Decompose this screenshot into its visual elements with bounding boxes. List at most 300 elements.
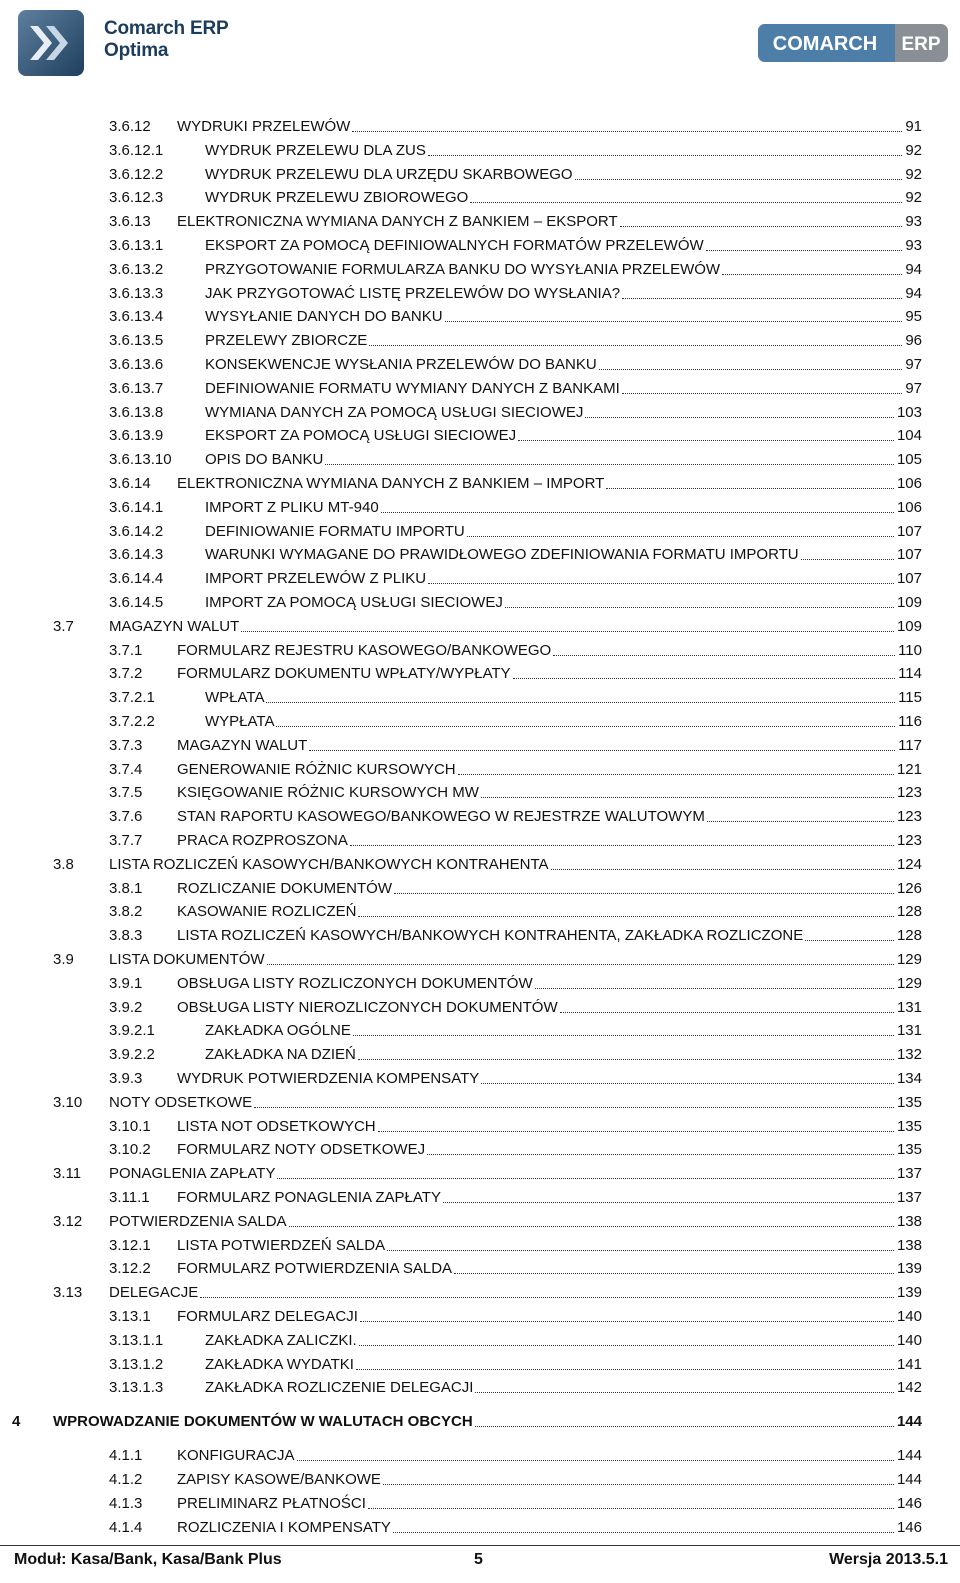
toc-entry-page: 97	[905, 356, 922, 373]
toc-entry-page: 131	[896, 1022, 922, 1040]
toc-entry[interactable]	[109, 1065, 922, 1089]
toc-entry[interactable]	[109, 1136, 922, 1160]
toc-entry[interactable]	[109, 779, 922, 803]
toc-entry-page: 106	[896, 498, 922, 516]
toc-dot-leader	[378, 1130, 894, 1132]
toc-entry-number: 3.7.2.1	[109, 689, 155, 707]
toc-entry-title: KSIĘGOWANIE RÓŻNIC KURSOWYCH MW	[177, 784, 479, 802]
toc-entry[interactable]	[109, 994, 922, 1018]
toc-entry[interactable]	[53, 851, 922, 875]
toc-entry-title: ZAKŁADKA ZALICZKI.	[205, 1331, 357, 1349]
brand-line1: Comarch ERP	[104, 18, 229, 39]
toc-entry-number: 3.6.13.2	[109, 260, 164, 278]
toc-entry-title: WYMIANA DANYCH ZA POMOCĄ USŁUGI SIECIOWEJ	[205, 403, 584, 421]
toc-dot-leader	[707, 820, 894, 822]
toc-entry-number: 3.8.2	[109, 903, 143, 921]
toc-entry-title: KASOWANIE ROZLICZEŃ	[177, 903, 357, 921]
toc-dot-leader	[241, 630, 894, 632]
brand-name	[104, 18, 229, 62]
toc-entry[interactable]	[109, 1490, 922, 1514]
toc-entry-number: 3.12.2	[109, 1260, 151, 1278]
toc-entry-title: FORMULARZ REJESTRU KASOWEGO/BANKOWEGO	[177, 641, 552, 659]
toc-entry[interactable]	[109, 494, 922, 518]
toc-entry-page: 139	[896, 1284, 922, 1302]
toc-entry-number: 3.6.14	[109, 475, 151, 492]
toc-entry[interactable]	[109, 589, 922, 613]
toc-entry-number: 3.13.1	[109, 1308, 151, 1325]
brand-line2: Optima	[104, 40, 169, 61]
toc-dot-leader	[428, 154, 902, 156]
toc-dot-leader	[353, 1034, 894, 1036]
toc-entry[interactable]	[53, 946, 922, 970]
toc-dot-leader	[427, 1153, 894, 1155]
toc-entry-title: PRZYGOTOWANIE FORMULARZA BANKU DO WYSYŁANIA PRZELEWÓW	[205, 260, 721, 278]
toc-entry[interactable]	[109, 280, 922, 304]
toc-entry-number: 4.1.1	[109, 1447, 143, 1465]
toc-entry-number: 3.8.1	[109, 879, 143, 897]
toc-entry-page: 135	[896, 1117, 922, 1135]
toc-entry-page: 144	[896, 1471, 922, 1488]
toc-entry-title: ELEKTRONICZNA WYMIANA DANYCH Z BANKIEM – EKSPORT	[177, 213, 618, 231]
toc-dot-leader	[266, 701, 895, 703]
toc-entry-page: 94	[905, 284, 922, 302]
toc-dot-leader	[599, 368, 903, 370]
toc-entry-title: WYDRUK PRZELEWU DLA URZĘDU SKARBOWEGO	[205, 165, 573, 183]
toc-entry-page: 96	[905, 332, 922, 350]
toc-entry[interactable]	[109, 660, 922, 684]
toc-entry-number: 3.6.13	[109, 213, 151, 231]
toc-entry-number: 3.6.13.6	[109, 356, 164, 373]
toc-entry-page: 97	[905, 379, 922, 397]
toc-dot-leader	[505, 606, 894, 608]
toc-entry[interactable]	[109, 1232, 922, 1256]
toc-entry-number: 3.7.4	[109, 760, 143, 778]
toc-entry-page: 104	[896, 427, 922, 445]
toc-entry-page: 116	[898, 713, 922, 730]
right-logo-main: COMARCH	[772, 33, 878, 55]
toc-entry[interactable]	[109, 1442, 922, 1466]
toc-dot-leader	[309, 749, 895, 751]
toc-dot-leader	[606, 487, 894, 489]
toc-entry-title: EKSPORT ZA POMOCĄ USŁUGI SIECIOWEJ	[205, 427, 517, 445]
toc-entry-title: ZAKŁADKA WYDATKI	[205, 1355, 354, 1373]
toc-dot-leader	[200, 1296, 894, 1298]
toc-entry-title: OBSŁUGA LISTY ROZLICZONYCH DOKUMENTÓW	[177, 974, 533, 992]
toc-dot-leader	[356, 1368, 894, 1370]
toc-entry[interactable]	[109, 732, 922, 756]
toc-dot-leader	[706, 249, 903, 251]
toc-dot-leader	[805, 939, 894, 941]
toc-entry-title: DEFINIOWANIE FORMATU IMPORTU	[205, 522, 465, 540]
toc-entry-page: 93	[905, 237, 922, 254]
toc-entry-number: 3.11	[53, 1165, 82, 1183]
toc-entry-page: 105	[896, 451, 922, 469]
toc-dot-leader	[467, 535, 894, 537]
toc-entry-title: WARUNKI WYMAGANE DO PRAWIDŁOWEGO ZDEFINIOWANIA FORMATU IMPORTU	[205, 546, 799, 564]
toc-entry-number: 3.6.13.4	[109, 308, 164, 326]
toc-entry-title: IMPORT PRZELEWÓW Z PLIKU	[205, 570, 427, 588]
toc-dot-leader	[454, 1272, 894, 1274]
toc-entry-title: OPIS DO BANKU	[205, 451, 324, 469]
toc-dot-leader	[513, 677, 895, 679]
toc-entry-number: 3.7.7	[109, 832, 143, 849]
comarch-erp-optima-logo-icon	[16, 8, 86, 78]
toc-entry-page: 107	[896, 522, 922, 540]
toc-entry-title: ZAKŁADKA ROZLICZENIE DELEGACJI	[205, 1379, 474, 1397]
toc-entry-page: 137	[896, 1189, 922, 1206]
toc-entry-number: 3.13	[53, 1284, 83, 1302]
toc-entry[interactable]	[109, 1514, 922, 1538]
toc-entry-number: 3.10.1	[109, 1117, 151, 1135]
toc-entry[interactable]	[109, 827, 922, 851]
toc-entry[interactable]	[109, 803, 922, 827]
toc-entry-number: 3.8	[53, 855, 74, 873]
toc-entry-page: 121	[896, 760, 922, 778]
toc-entry-title: DELEGACJE	[109, 1284, 199, 1302]
toc-entry-number: 3.6.14.2	[109, 522, 164, 540]
toc-entry-number: 3.7	[53, 617, 74, 635]
toc-entry-title: IMPORT ZA POMOCĄ USŁUGI SIECIOWEJ	[205, 594, 503, 611]
toc-entry-page: 107	[896, 570, 922, 588]
toc-entry-number: 3.6.13.9	[109, 427, 164, 445]
toc-dot-leader	[475, 1425, 894, 1427]
toc-dot-leader	[381, 511, 894, 513]
toc-dot-leader	[358, 915, 894, 917]
toc-entry[interactable]	[53, 1208, 922, 1232]
page-header	[0, 0, 960, 100]
toc-entry-title: ZAPISY KASOWE/BANKOWE	[177, 1471, 381, 1488]
toc-entry[interactable]	[109, 1303, 922, 1327]
toc-entry-title: IMPORT Z PLIKU MT-940	[205, 498, 379, 516]
toc-entry-number: 3.12	[53, 1212, 83, 1230]
toc-entry-number: 3.9.2.2	[109, 1046, 155, 1064]
toc-entry-page: 123	[896, 832, 922, 849]
toc-entry-page: 92	[905, 165, 922, 183]
toc-entry-title: ZAKŁADKA NA DZIEŃ	[205, 1046, 356, 1064]
toc-dot-leader	[325, 463, 894, 465]
toc-entry-page: 126	[896, 879, 922, 897]
toc-entry-number: 3.7.5	[109, 784, 143, 802]
toc-entry-title: GENEROWANIE RÓŻNIC KURSOWYCH	[177, 760, 456, 778]
toc-entry-number: 3.6.14.1	[109, 498, 164, 516]
toc-entry[interactable]	[53, 1160, 922, 1184]
toc-entry-number: 3.12.1	[109, 1236, 151, 1254]
toc-entry-number: 3.7.2	[109, 665, 143, 683]
toc-entry-title: FORMULARZ DELEGACJI	[177, 1308, 358, 1325]
toc-entry-page: 144	[896, 1413, 922, 1431]
toc-entry-page: 123	[896, 808, 922, 826]
toc-entry[interactable]	[109, 970, 922, 994]
toc-entry-number: 4	[12, 1413, 21, 1431]
toc-entry-page: 92	[905, 189, 922, 207]
toc-entry-title: PRELIMINARZ PŁATNOŚCI	[177, 1494, 366, 1512]
toc-dot-leader	[622, 297, 902, 299]
toc-entry-title: FORMULARZ POTWIERDZENIA SALDA	[177, 1260, 453, 1278]
right-logo-erp: ERP	[901, 34, 941, 55]
toc-entry-number: 3.13.1.1	[109, 1331, 164, 1349]
toc-entry-number: 3.7.6	[109, 808, 143, 826]
toc-entry-number: 3.7.3	[109, 736, 143, 754]
toc-entry[interactable]	[109, 565, 922, 589]
toc-entry[interactable]	[109, 708, 922, 732]
toc-dot-leader	[470, 201, 902, 203]
toc-entry-number: 3.9.2.1	[109, 1022, 155, 1040]
toc-dot-leader	[368, 1507, 894, 1509]
toc-dot-leader	[276, 725, 895, 727]
comarch-erp-logo-icon	[758, 24, 948, 62]
toc-entry-title: PRZELEWY ZBIORCZE	[205, 332, 368, 350]
toc-entry-number: 3.9.1	[109, 974, 143, 992]
toc-dot-leader	[289, 1225, 894, 1227]
toc-entry-page: 103	[896, 403, 922, 421]
toc-entry-title: FORMULARZ NOTY ODSETKOWEJ	[177, 1141, 426, 1159]
toc-dot-leader	[393, 1531, 894, 1533]
toc-entry-title: ZAKŁADKA OGÓLNE	[205, 1022, 351, 1040]
toc-entry-title: WYDRUK POTWIERDZENIA KOMPENSATY	[177, 1070, 480, 1087]
toc-dot-leader	[358, 1058, 894, 1060]
toc-entry[interactable]	[109, 684, 922, 708]
toc-entry-page: 135	[896, 1093, 922, 1111]
toc-entry-title: WYSYŁANIE DANYCH DO BANKU	[205, 308, 443, 326]
toc-entry[interactable]	[109, 161, 922, 185]
toc-entry[interactable]	[109, 232, 922, 256]
toc-entry-title: WYDRUK PRZELEWU ZBIOROWEGO	[205, 189, 469, 207]
toc-entry-number: 3.9	[53, 951, 74, 968]
toc-dot-leader	[277, 1177, 894, 1179]
toc-entry[interactable]	[109, 351, 922, 375]
toc-entry-page: 135	[896, 1141, 922, 1159]
toc-entry[interactable]	[109, 1017, 922, 1041]
toc-entry-title: WYDRUK PRZELEWU DLA ZUS	[205, 141, 426, 159]
toc-entry[interactable]	[109, 637, 922, 661]
toc-entry-page: 137	[896, 1165, 922, 1183]
toc-entry-number: 3.6.14.5	[109, 594, 164, 611]
toc-entry[interactable]	[109, 875, 922, 899]
toc-entry-number: 3.10	[53, 1093, 83, 1111]
toc-dot-leader	[445, 320, 903, 322]
toc-entry-page: 91	[905, 118, 922, 135]
toc-entry[interactable]	[109, 541, 922, 565]
toc-entry-page: 134	[896, 1070, 922, 1087]
toc-dot-leader	[297, 1459, 894, 1461]
toc-entry[interactable]	[53, 613, 922, 637]
footer-version: Wersja 2013.5.1	[829, 1551, 948, 1568]
toc-entry-page: 140	[896, 1308, 922, 1325]
toc-dot-leader	[394, 892, 894, 894]
toc-entry-title: LISTA ROZLICZEŃ KASOWYCH/BANKOWYCH KONTRAHENTA	[109, 855, 549, 873]
toc-entry-number: 3.6.12.3	[109, 189, 164, 207]
toc-dot-leader	[620, 225, 903, 227]
toc-dot-leader	[575, 178, 903, 180]
toc-entry[interactable]	[109, 518, 922, 542]
toc-entry[interactable]	[109, 1255, 922, 1279]
toc-entry-page: 95	[905, 308, 922, 326]
toc-entry-page: 138	[896, 1236, 922, 1254]
toc-entry[interactable]	[109, 208, 922, 232]
toc-dot-leader	[387, 1249, 894, 1251]
toc-dot-leader	[267, 963, 894, 965]
toc-entry-page: 94	[905, 260, 922, 278]
footer-page-number: 5	[474, 1551, 483, 1568]
toc-entry-page: 131	[896, 998, 922, 1016]
toc-entry-title: LISTA NOT ODSETKOWYCH	[177, 1117, 376, 1135]
toc-dot-leader	[475, 1391, 894, 1393]
toc-entry-number: 3.10.2	[109, 1141, 151, 1159]
toc-entry[interactable]	[109, 399, 922, 423]
toc-entry-title: LISTA POTWIERDZEŃ SALDA	[177, 1236, 386, 1254]
toc-entry-title: WPROWADZANIE DOKUMENTÓW W WALUTACH OBCYCH	[53, 1413, 473, 1431]
toc-entry[interactable]	[109, 922, 922, 946]
toc-entry-title: KONFIGURACJA	[177, 1447, 295, 1465]
toc-entry-page: 128	[896, 927, 922, 945]
toc-dot-leader	[383, 1483, 894, 1485]
toc-dot-leader	[585, 416, 894, 418]
toc-entry-page: 141	[896, 1355, 922, 1373]
toc-entry-page: 140	[896, 1331, 922, 1349]
toc-dot-leader	[622, 392, 903, 394]
toc-entry-title: WYDRUKI PRZELEWÓW	[177, 118, 351, 135]
toc-dot-leader	[369, 344, 902, 346]
toc-entry-title: DEFINIOWANIE FORMATU WYMIANY DANYCH Z BANKAMI	[205, 379, 620, 397]
toc-entry-page: 117	[898, 736, 922, 754]
toc-entry-title: MAGAZYN WALUT	[177, 736, 308, 754]
toc-entry-number: 3.7.1	[109, 641, 143, 659]
toc-entry-number: 3.6.13.8	[109, 403, 164, 421]
toc-dot-leader	[553, 654, 895, 656]
toc-entry[interactable]	[109, 422, 922, 446]
toc-entry[interactable]	[109, 256, 922, 280]
toc-entry-page: 144	[896, 1447, 922, 1465]
toc-entry-page: 132	[896, 1046, 922, 1064]
toc-entry-page: 128	[896, 903, 922, 921]
toc-entry-number: 3.6.13.5	[109, 332, 164, 350]
toc-entry-page: 139	[896, 1260, 922, 1278]
toc-entry[interactable]	[109, 1351, 922, 1375]
toc-entry-page: 114	[898, 665, 922, 683]
footer-module: Moduł: Kasa/Bank, Kasa/Bank Plus	[14, 1551, 282, 1568]
toc-dot-leader	[481, 796, 894, 798]
toc-entry[interactable]	[109, 756, 922, 780]
toc-dot-leader	[458, 773, 894, 775]
toc-dot-leader	[352, 130, 902, 132]
toc-entry[interactable]	[53, 1279, 922, 1303]
toc-entry-page: 138	[896, 1212, 922, 1230]
toc-entry[interactable]	[109, 1184, 922, 1208]
toc-entry[interactable]	[109, 303, 922, 327]
toc-dot-leader	[443, 1201, 894, 1203]
toc-entry-title: MAGAZYN WALUT	[109, 617, 240, 635]
toc-entry-page: 129	[896, 974, 922, 992]
toc-entry[interactable]	[12, 1408, 922, 1432]
toc-entry-number: 3.6.12.1	[109, 141, 164, 159]
toc-entry-title: NOTY ODSETKOWE	[109, 1093, 253, 1111]
toc-entry-number: 3.6.14.4	[109, 570, 164, 588]
toc-dot-leader	[560, 1011, 894, 1013]
toc-entry-number: 3.13.1.2	[109, 1355, 164, 1373]
toc-entry-number: 3.6.13.1	[109, 237, 164, 254]
toc-entry-number: 3.11.1	[109, 1189, 150, 1206]
toc-entry-title: STAN RAPORTU KASOWEGO/BANKOWEGO W REJESTRZE WALUTOWYM	[177, 808, 705, 826]
toc-entry[interactable]	[109, 1113, 922, 1137]
toc-entry-number: 3.8.3	[109, 927, 143, 945]
toc-entry-number: 4.1.3	[109, 1494, 143, 1512]
toc-entry-page: 146	[896, 1494, 922, 1512]
toc-entry-page: 92	[905, 141, 922, 159]
toc-entry-title: ELEKTRONICZNA WYMIANA DANYCH Z BANKIEM – IMPORT	[177, 475, 605, 492]
toc-entry[interactable]	[109, 1466, 922, 1490]
toc-entry[interactable]	[53, 1089, 922, 1113]
toc-dot-leader	[360, 1320, 894, 1322]
toc-dot-leader	[254, 1106, 894, 1108]
toc-entry-page: 93	[905, 213, 922, 231]
toc-entry-number: 3.6.13.10	[109, 451, 172, 469]
toc-entry-number: 3.6.14.3	[109, 546, 164, 564]
toc-entry[interactable]	[109, 446, 922, 470]
toc-entry-page: 124	[896, 855, 922, 873]
toc-entry-title: OBSŁUGA LISTY NIEROZLICZONYCH DOKUMENTÓW	[177, 998, 558, 1016]
toc-entry-page: 123	[896, 784, 922, 802]
toc-entry-page: 115	[898, 689, 922, 707]
toc-entry[interactable]	[109, 113, 922, 137]
toc-entry[interactable]	[109, 1374, 922, 1398]
toc-entry-page: 142	[896, 1379, 922, 1397]
toc-dot-leader	[518, 439, 894, 441]
toc-entry[interactable]	[109, 1327, 922, 1351]
toc-entry[interactable]	[109, 470, 922, 494]
toc-entry-title: JAK PRZYGOTOWAĆ LISTĘ PRZELEWÓW DO WYSŁANIA?	[205, 284, 621, 302]
toc-entry-number: 3.6.13.7	[109, 379, 164, 397]
toc-entry-title: ROZLICZANIE DOKUMENTÓW	[177, 879, 393, 897]
toc-dot-leader	[428, 582, 894, 584]
toc-entry-title: EKSPORT ZA POMOCĄ DEFINIOWALNYCH FORMATÓW PRZELEWÓW	[205, 237, 704, 254]
toc-entry-number: 3.9.2	[109, 998, 143, 1016]
toc-entry-page: 146	[896, 1518, 922, 1536]
toc-entry[interactable]	[109, 1041, 922, 1065]
toc-dot-leader	[722, 273, 902, 275]
toc-entry-title: WPŁATA	[205, 689, 265, 707]
toc-entry-title: LISTA ROZLICZEŃ KASOWYCH/BANKOWYCH KONTRAHENTA, ZAKŁADKA ROZLICZONE	[177, 927, 804, 945]
toc-dot-leader	[481, 1082, 894, 1084]
toc-entry-title: FORMULARZ DOKUMENTU WPŁATY/WYPŁATY	[177, 665, 511, 683]
toc-entry-page: 110	[898, 641, 922, 659]
toc-entry-title: FORMULARZ PONAGLENIA ZAPŁATY	[177, 1189, 441, 1206]
toc-entry-title: PRACA ROZPROSZONA	[177, 832, 348, 849]
toc-entry-number: 3.9.3	[109, 1070, 143, 1087]
toc-entry-title: LISTA DOKUMENTÓW	[109, 951, 265, 968]
toc-dot-leader	[801, 558, 894, 560]
toc-entry-number: 3.6.12.2	[109, 165, 164, 183]
toc-dot-leader	[359, 1344, 894, 1346]
toc-entry-number: 4.1.4	[109, 1518, 143, 1536]
toc-entry-title: WYPŁATA	[205, 713, 275, 730]
toc-entry-title: KONSEKWENCJE WYSŁANIA PRZELEWÓW DO BANKU	[205, 356, 597, 373]
toc-entry[interactable]	[109, 327, 922, 351]
toc-entry-number: 3.7.2.2	[109, 713, 155, 730]
toc-dot-leader	[551, 868, 894, 870]
toc-dot-leader	[350, 844, 894, 846]
toc-entry-page: 106	[896, 475, 922, 492]
toc-entry[interactable]	[109, 375, 922, 399]
toc-entry-page: 109	[896, 594, 922, 611]
toc-entry[interactable]	[109, 137, 922, 161]
toc-entry[interactable]	[109, 184, 922, 208]
toc-entry-title: POTWIERDZENIA SALDA	[109, 1212, 287, 1230]
toc-entry-page: 109	[896, 617, 922, 635]
page-footer	[0, 1545, 960, 1572]
toc-entry[interactable]	[109, 898, 922, 922]
toc-entry-number: 4.1.2	[109, 1471, 143, 1488]
toc-entry-title: PONAGLENIA ZAPŁATY	[109, 1165, 276, 1183]
